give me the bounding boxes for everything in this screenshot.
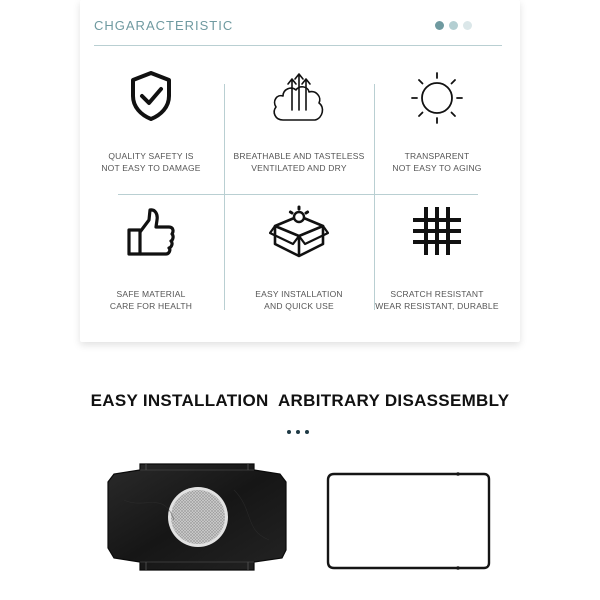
frame-image [322, 466, 494, 574]
feature-line1: EASY INSTALLATION [255, 289, 343, 299]
feature-line1: QUALITY SAFETY IS [108, 151, 194, 161]
feature-line2: WEAR RESISTANT, DURABLE [375, 301, 499, 311]
feature-line2: AND QUICK USE [264, 301, 334, 311]
headline-dot [296, 430, 300, 434]
breathable-cloud-icon [269, 70, 329, 126]
page-dot-1[interactable] [435, 21, 444, 30]
page-indicator [435, 21, 472, 30]
page-dot-3[interactable] [463, 21, 472, 30]
headline: EASY INSTALLATION ARBITRARY DISASSEMBLY [90, 391, 510, 410]
sun-icon [409, 70, 465, 126]
feature-line1: SCRATCH RESISTANT [390, 289, 484, 299]
grid-divider-v2 [374, 84, 375, 310]
grid-icon [412, 206, 462, 256]
feature-line2: NOT EASY TO AGING [392, 163, 482, 173]
gear-box-icon [269, 204, 329, 260]
title-divider [94, 45, 502, 46]
feature-line2: NOT EASY TO DAMAGE [101, 163, 201, 173]
headline-dot [305, 430, 309, 434]
feature-line2: VENTILATED AND DRY [251, 163, 347, 173]
grid-divider-h [118, 194, 478, 195]
feature-line1: SAFE MATERIAL [116, 289, 186, 299]
characteristic-card [80, 0, 520, 342]
grid-divider-v1 [224, 84, 225, 310]
feature-line2: CARE FOR HEALTH [109, 301, 193, 311]
shield-check-icon [128, 70, 174, 122]
headline-dots [287, 430, 309, 434]
page-dot-2[interactable] [449, 21, 458, 30]
feature-line1: BREATHABLE AND TASTELESS [233, 151, 365, 161]
card-title: CHGARACTERISTIC [94, 18, 234, 33]
thumbs-up-icon [125, 206, 177, 258]
headline-dot [287, 430, 291, 434]
cover-with-mesh-image [104, 460, 290, 576]
feature-line1: TRANSPARENT [404, 151, 470, 161]
